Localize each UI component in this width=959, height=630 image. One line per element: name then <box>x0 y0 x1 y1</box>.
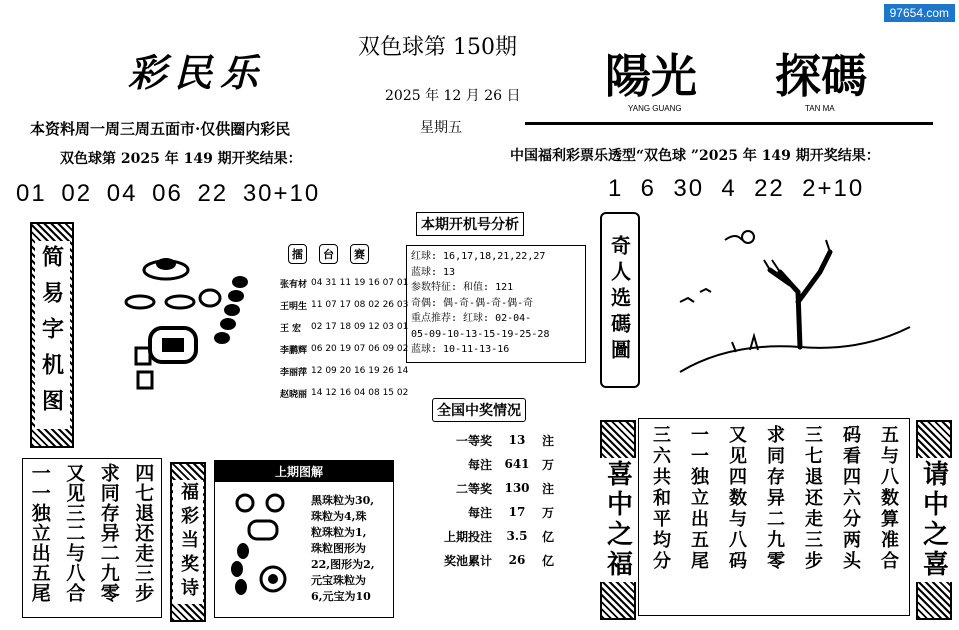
list-item: 上期投注 3.5 亿 <box>443 529 555 544</box>
list-item: 每注 641 万 <box>467 457 555 472</box>
simple-machine-label: 简易字机图 <box>35 241 70 429</box>
brand-right-pinyin1: YANG GUANG <box>628 104 682 113</box>
poem-right-line: 又见四数与八码 <box>726 425 747 572</box>
list-item: 二等奖 130 注 <box>455 481 555 496</box>
table-row: 张有材 04 31 11 19 16 07 01 <box>280 278 409 290</box>
last-puzzle-title: 上期图解 <box>215 461 394 482</box>
date-text: 2025 年 12 月 26 日 <box>385 88 521 104</box>
fucai-poem-label: 福彩当奖诗 <box>173 480 203 604</box>
intro-text: 本资料周一周三周五面市·仅供圈内彩民 <box>30 120 291 138</box>
poem-left-line: 又见三二与八合 <box>63 463 86 603</box>
table-row: 赵晓丽 14 12 16 04 08 15 02 <box>280 388 409 400</box>
bottom-right-tag-label: 请中之喜 <box>914 458 955 582</box>
last-puzzle <box>214 460 394 618</box>
table-row: 王 宏 02 17 18 09 12 03 01 <box>280 322 409 334</box>
analysis-line: 红球: 16,17,18,21,22,27 <box>411 251 546 262</box>
brand-right-title2: 探碼 <box>775 49 867 103</box>
weekday-text: 星期五 <box>420 120 462 136</box>
national-table <box>430 428 580 572</box>
bottom-right-tag <box>916 420 952 620</box>
national-title: 全国中奖情况 <box>432 398 526 422</box>
analysis-line: 重点推荐: 红球: 02-04- <box>411 313 532 324</box>
issue-title: 双色球第 150期 <box>358 35 517 60</box>
right-winning-numbers: 1 6 30 4 22 2+10 <box>608 175 865 202</box>
last-puzzle-text: 黑珠粒为30, 珠粒为4,珠 粒珠粒为1, 珠粒图形为 22,图形为2, 元宝珠粒为 6,元宝为10 <box>311 494 375 603</box>
analysis-line: 05-09-10-13-15-19-25-28 <box>411 328 550 340</box>
arena-tab-1: 擂 <box>288 244 307 264</box>
arena-table <box>278 272 410 404</box>
poem-right-line: 一一独立出五尾 <box>688 425 709 572</box>
fucai-poem-tag <box>170 462 206 622</box>
poem-right-line: 五与八数算准合 <box>878 425 899 572</box>
site-watermark: 97654.com <box>884 4 955 22</box>
arena-tab-3: 赛 <box>350 244 369 264</box>
arena-section <box>278 244 409 404</box>
poem-right-line: 三七退还走三步 <box>802 425 823 572</box>
poem-right-line: 求同存异二九零 <box>764 425 785 572</box>
strange-pick-label: 奇人选碼圖 <box>607 235 632 365</box>
poem-left-line: 四七退还走三步 <box>132 463 155 603</box>
table-row: 李鹏辉 06 20 19 07 06 09 02 <box>280 344 409 356</box>
poem-left-line: 求同存异二九零 <box>97 463 120 603</box>
analysis-line: 蓝球: 10-11-13-16 <box>411 344 510 355</box>
table-row: 李丽萍 12 09 20 16 19 26 14 <box>280 366 409 378</box>
poem-right <box>638 418 910 616</box>
analysis-line: 参数特征: 和值: 121 <box>411 282 514 293</box>
poem-right-line: 三六共和平均分 <box>650 425 671 572</box>
analysis-title: 本期开机号分析 <box>416 212 524 236</box>
puzzle-figure <box>223 491 303 611</box>
analysis-line: 奇偶: 偶-奇-偶-奇-偶-奇 <box>411 297 534 309</box>
ingot-bead-illustration <box>118 240 268 400</box>
brand-right-title1: 陽光 <box>605 49 697 103</box>
strange-pick-tag <box>600 212 640 388</box>
header-rule <box>525 122 933 125</box>
arena-tab-2: 台 <box>319 244 338 264</box>
left-winning-numbers: 01 02 04 06 22 30+10 <box>16 180 321 207</box>
analysis-line: 蓝球: 13 <box>411 266 456 278</box>
table-row: 王明生 11 07 17 08 02 26 03 <box>280 300 409 312</box>
bottom-left-tag <box>600 420 636 620</box>
simple-machine-tag <box>30 222 74 448</box>
list-item: 奖池累计 26 亿 <box>443 553 555 568</box>
brand-right-pinyin2: TAN MA <box>805 104 835 113</box>
brand-left: 彩民乐 <box>128 50 267 95</box>
left-result-title: 双色球第 2025 年 149 期开奖结果： <box>60 151 302 167</box>
poem-left-line: 一一独立出五尾 <box>28 463 51 603</box>
list-item: 一等奖 13 注 <box>455 433 555 448</box>
bottom-left-tag-label: 喜中之福 <box>598 458 639 582</box>
right-result-title: 中国福利彩票乐透型“双色球 ”2025 年 149 期开奖结果： <box>510 148 880 164</box>
poem-right-line: 码看四六分两头 <box>840 425 861 572</box>
list-item: 每注 17 万 <box>467 505 555 520</box>
poem-left <box>22 458 162 618</box>
tree-landscape-illustration <box>670 222 920 402</box>
analysis-box <box>406 245 586 363</box>
